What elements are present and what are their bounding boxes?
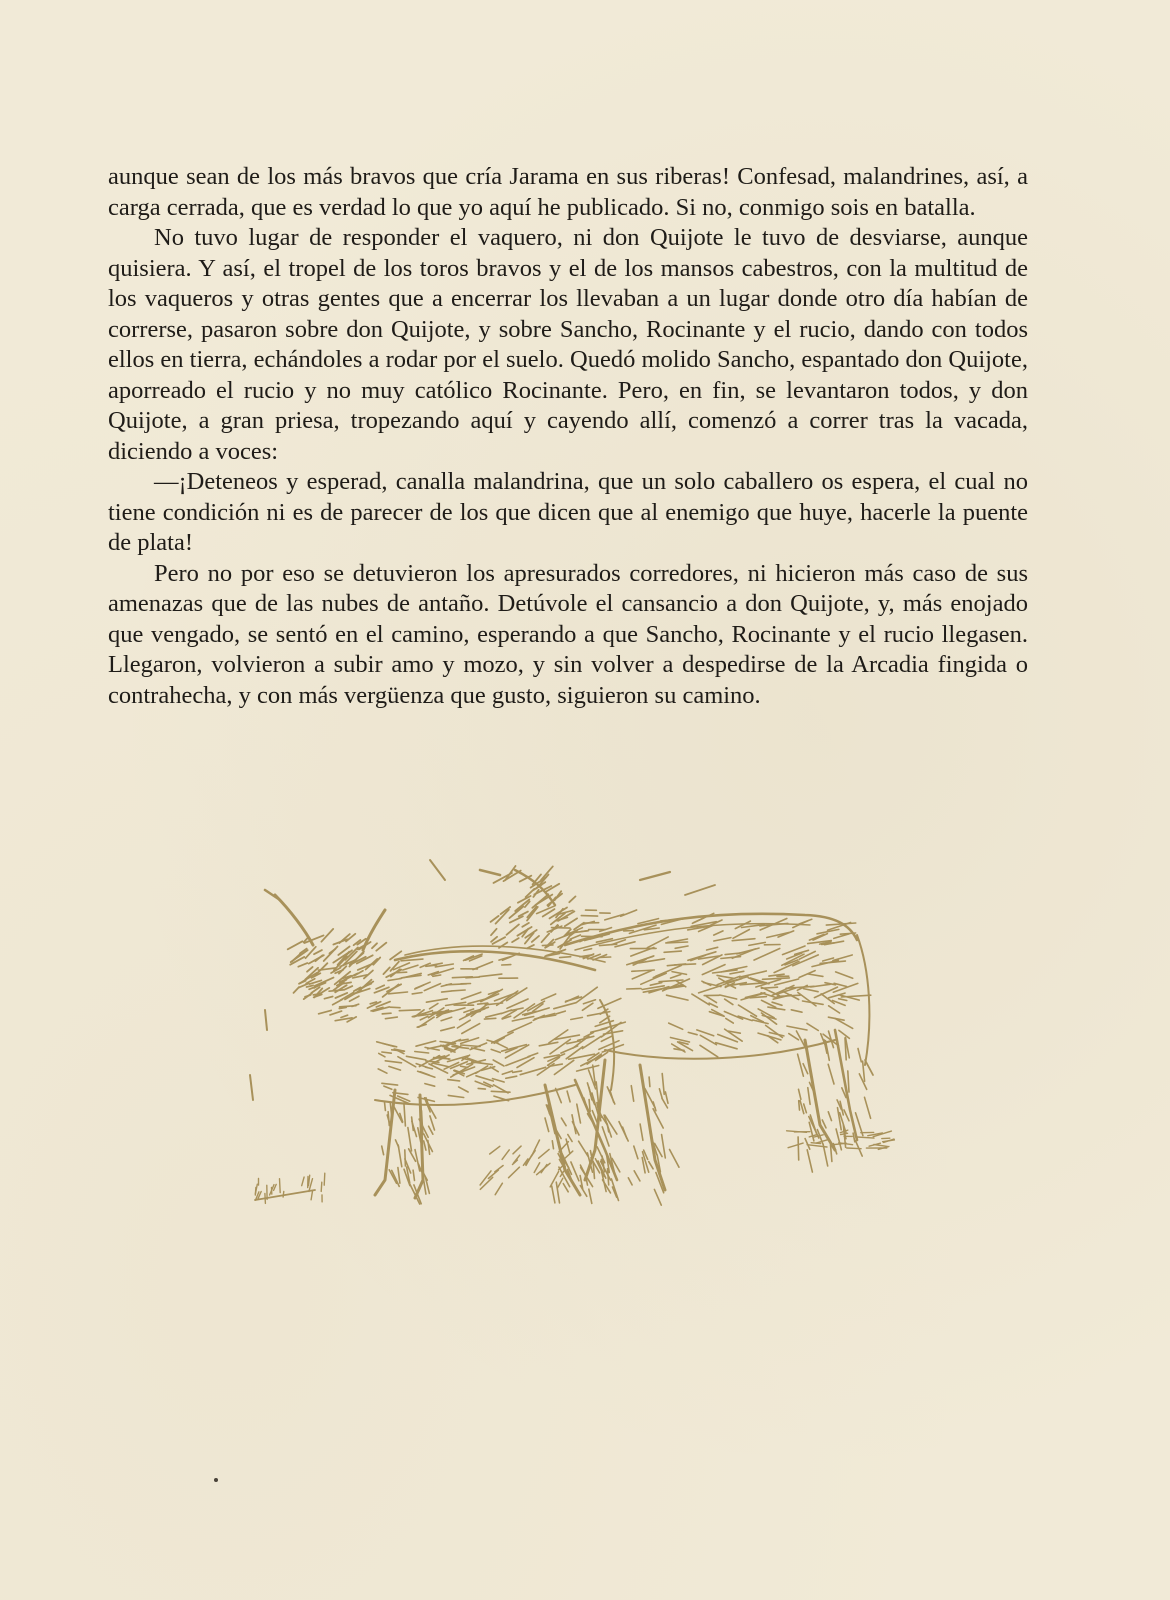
bulls-illustration [245, 850, 895, 1260]
paragraph-continuation: aunque sean de los más bravos que cría Jarama en sus riberas! Confesad, malandrines, así, a carga cerrada, que es verdad lo que yo aquí he publicado. Si no, conmigo sois en batalla. [108, 163, 1028, 221]
paragraph-stampede: No tuvo lugar de responder el vaquero, ni don Quijote le tuvo de desviarse, aunque quisiera. Y así, el tropel de los toros bravos y el de los mansos cabestros, con la multitud de los vaqueros y otras gentes que a encerrar los llevaban a un lugar donde otro día habían de correrse, pasaron sobre don Quijote, y sobre Sancho, Rocinante y el rucio, dando con todos ellos en tierra, echándoles a rodar por el suelo. Quedó molido Sancho, espantado don Quijote, aporreado el rucio y no muy católico Rocinante. Pero, en fin, se levantaron todos, y don Quijote, a gran priesa, tropezando aquí y cayendo allí, comenzó a correr tras la vacada, diciendo a voces: [108, 224, 1028, 465]
paragraph-ending: Pero no por eso se detuvieron los apresurados corredores, ni hicieron más caso de sus amenazas que de las nubes de antaño. Detúvole el cansancio a don Quijote, y, más enojado que vengado, se sentó en el camino, esperando a que Sancho, Rocinante y el rucio llegasen. Llegaron, volvieron a subir amo y mozo, y sin volver a despedirse de la Arcadia fingida o contrahecha, y con más vergüenza que gusto, siguieron su camino. [108, 559, 1028, 709]
bulls-sketch-icon [245, 850, 895, 1260]
paragraph-dialogue: —¡Deteneos y esperad, canalla malandrina, que un solo caballero os espera, el cual no tiene condición ni es de parecer de los que dicen que al enemigo que huye, hacerle la puente de plata! [108, 468, 1028, 556]
body-text [108, 162, 1028, 711]
ink-speck [214, 1478, 218, 1482]
